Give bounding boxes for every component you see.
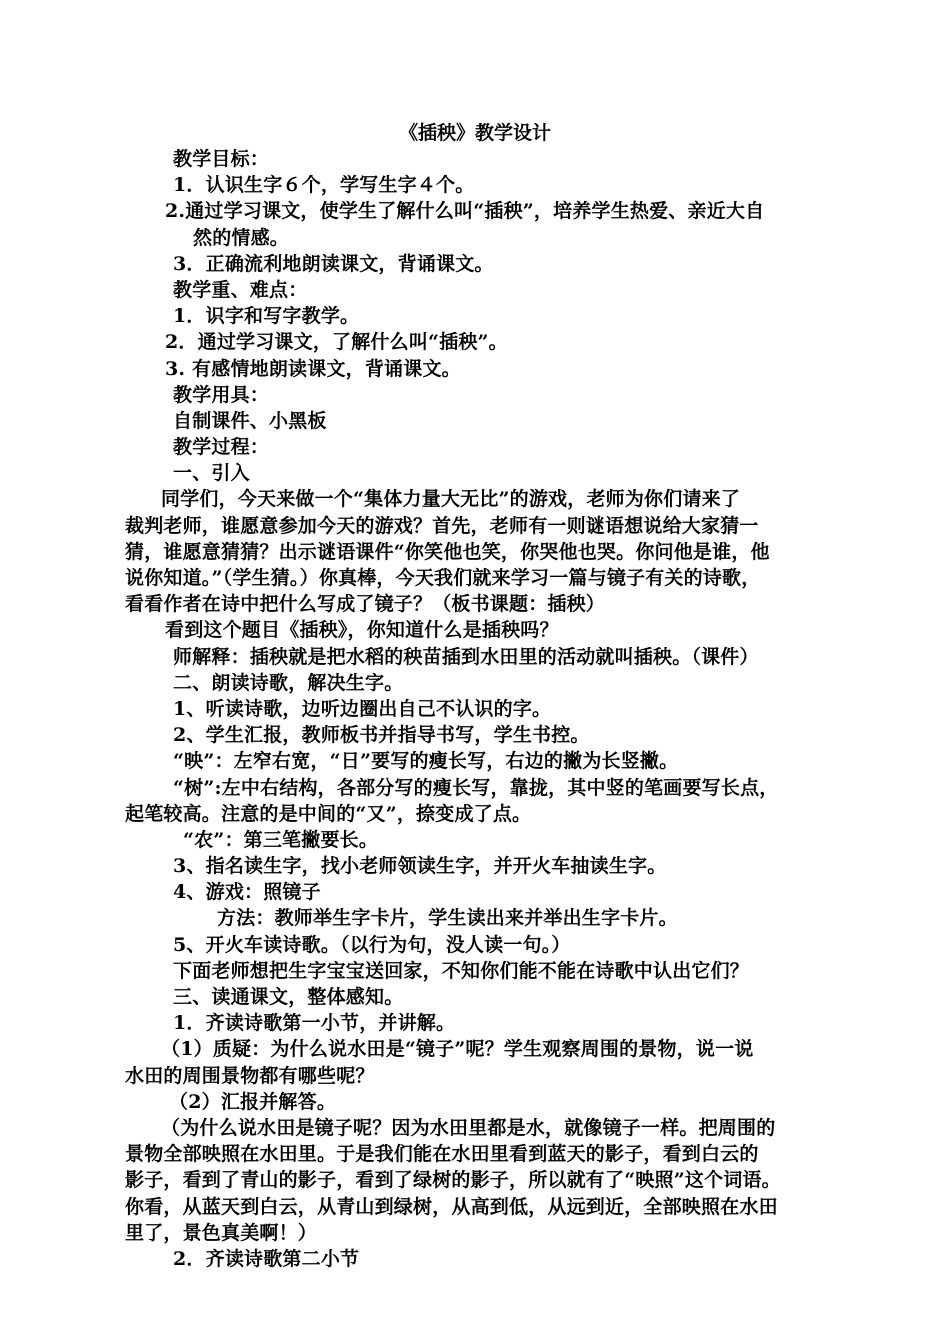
text-line: 景物全部映照在水田里。于是我们能在水田里看到蓝天的影子，看到白云的: [125, 1143, 759, 1166]
text-line: 起笔较高。注意的是中间的“又”，捺变成了点。: [125, 802, 532, 825]
text-line: 同学们，今天来做一个“集体力量大无比”的游戏，老师为你们请来了: [161, 488, 741, 511]
text-line: 猜，谁愿意猜猜？出示谜语课件“你笑他也笑，你哭他也哭。你问他是谁，他: [125, 540, 770, 563]
text-line: 5、开火车读诗歌。（以行为句，没人读一句。）: [173, 933, 571, 956]
text-line: （为什么说水田是镜子呢？因为水田里都是水，就像镜子一样。把周围的: [161, 1116, 776, 1139]
text-line: 教学用具：: [173, 383, 270, 406]
text-line: 里了，景色真美啊！）: [125, 1221, 318, 1244]
text-line: 自制课件、小黑板: [173, 409, 327, 432]
text-line: 看到这个题目《插秧》，你知道什么是插秧吗？: [165, 619, 559, 642]
text-line: 水田的周围景物都有哪些呢？: [125, 1064, 375, 1087]
text-line: 教学过程：: [173, 436, 270, 459]
text-line: 一、引入: [173, 462, 250, 485]
text-line: 看看作者在诗中把什么写成了镜子？（板书课题：插秧）: [125, 593, 606, 616]
text-line: 说你知道。”（学生猜。）你真棒，今天我们就来学习一篇与镜子有关的诗歌，: [125, 567, 761, 589]
text-line: 4、游戏：照镜子: [173, 881, 321, 904]
text-line: 师解释：插秧就是把水稻的秧苗插到水田里的活动就叫插秧。（课件）: [173, 645, 759, 668]
text-line: 3、指名读生字，找小老师领读生字，并开火车抽读生字。: [173, 855, 667, 878]
text-line: “树”:左中右结构，各部分写的瘦长写，靠拢，其中竖的笔画要写长点，: [173, 776, 779, 799]
text-line: 2.通过学习课文，使学生了解什么叫“插秧”，培养学生热爱、亲近大自: [165, 200, 765, 223]
text-line: （1）质疑：为什么说水田是“镜子”呢？学生观察周围的景物，说一说: [161, 1038, 754, 1061]
text-line: 2、学生汇报，教师板书并指导书写，学生书控。: [173, 724, 590, 747]
text-line: “农”：第三笔撇要长。: [183, 828, 379, 851]
text-line: 2．通过学习课文，了解什么叫“插秧”。: [165, 331, 508, 354]
text-line: 1．识字和写字教学。: [173, 305, 360, 328]
text-line: 2．齐读诗歌第二小节: [173, 1247, 360, 1270]
text-line: 你看，从蓝天到白云，从青山到绿树，从高到低，从远到近，全部映照在水田: [125, 1195, 778, 1218]
text-line: 然的情感。: [193, 226, 290, 249]
text-line: 方法：教师举生字卡片，学生读出来并举出生字卡片。: [217, 907, 678, 930]
text-line: 下面老师想把生字宝宝送回家，不知你们能不能在诗歌中认出它们？: [173, 959, 750, 982]
text-line: 二、朗读诗歌，解决生字。: [173, 671, 404, 694]
text-line: 教学重、难点：: [173, 278, 308, 301]
text-line: 3. 有感情地朗读课文，背诵课文。: [165, 357, 461, 380]
document-body: [125, 146, 865, 1272]
text-line: 影子，看到了青山的影子，看到了绿树的影子，所以就有了“映照”这个词语。: [125, 1169, 781, 1192]
text-line: 1．齐读诗歌第一小节，并讲解。: [173, 1012, 456, 1035]
text-line: “映”：左窄右宽，“日”要写的瘦长写，右边的撇为长竖撇。: [173, 750, 679, 773]
text-line: 教学目标：: [173, 148, 270, 170]
text-line: 三、读通课文，整体感知。: [173, 986, 404, 1008]
text-line: 1、听读诗歌，边听边圈出自己不认识的字。: [173, 697, 552, 720]
text-line: 1．认识生字６个，学写生字４个。: [173, 174, 475, 197]
text-line: （2）汇报并解答。: [169, 1090, 337, 1113]
text-line: 裁判老师，谁愿意参加今天的游戏？首先，老师有一则谜语想说给大家猜一: [125, 514, 759, 537]
document-title: 《插秧》教学设计: [398, 122, 551, 144]
text-line: 3．正确流利地朗读课文，背诵课文。: [173, 252, 494, 275]
